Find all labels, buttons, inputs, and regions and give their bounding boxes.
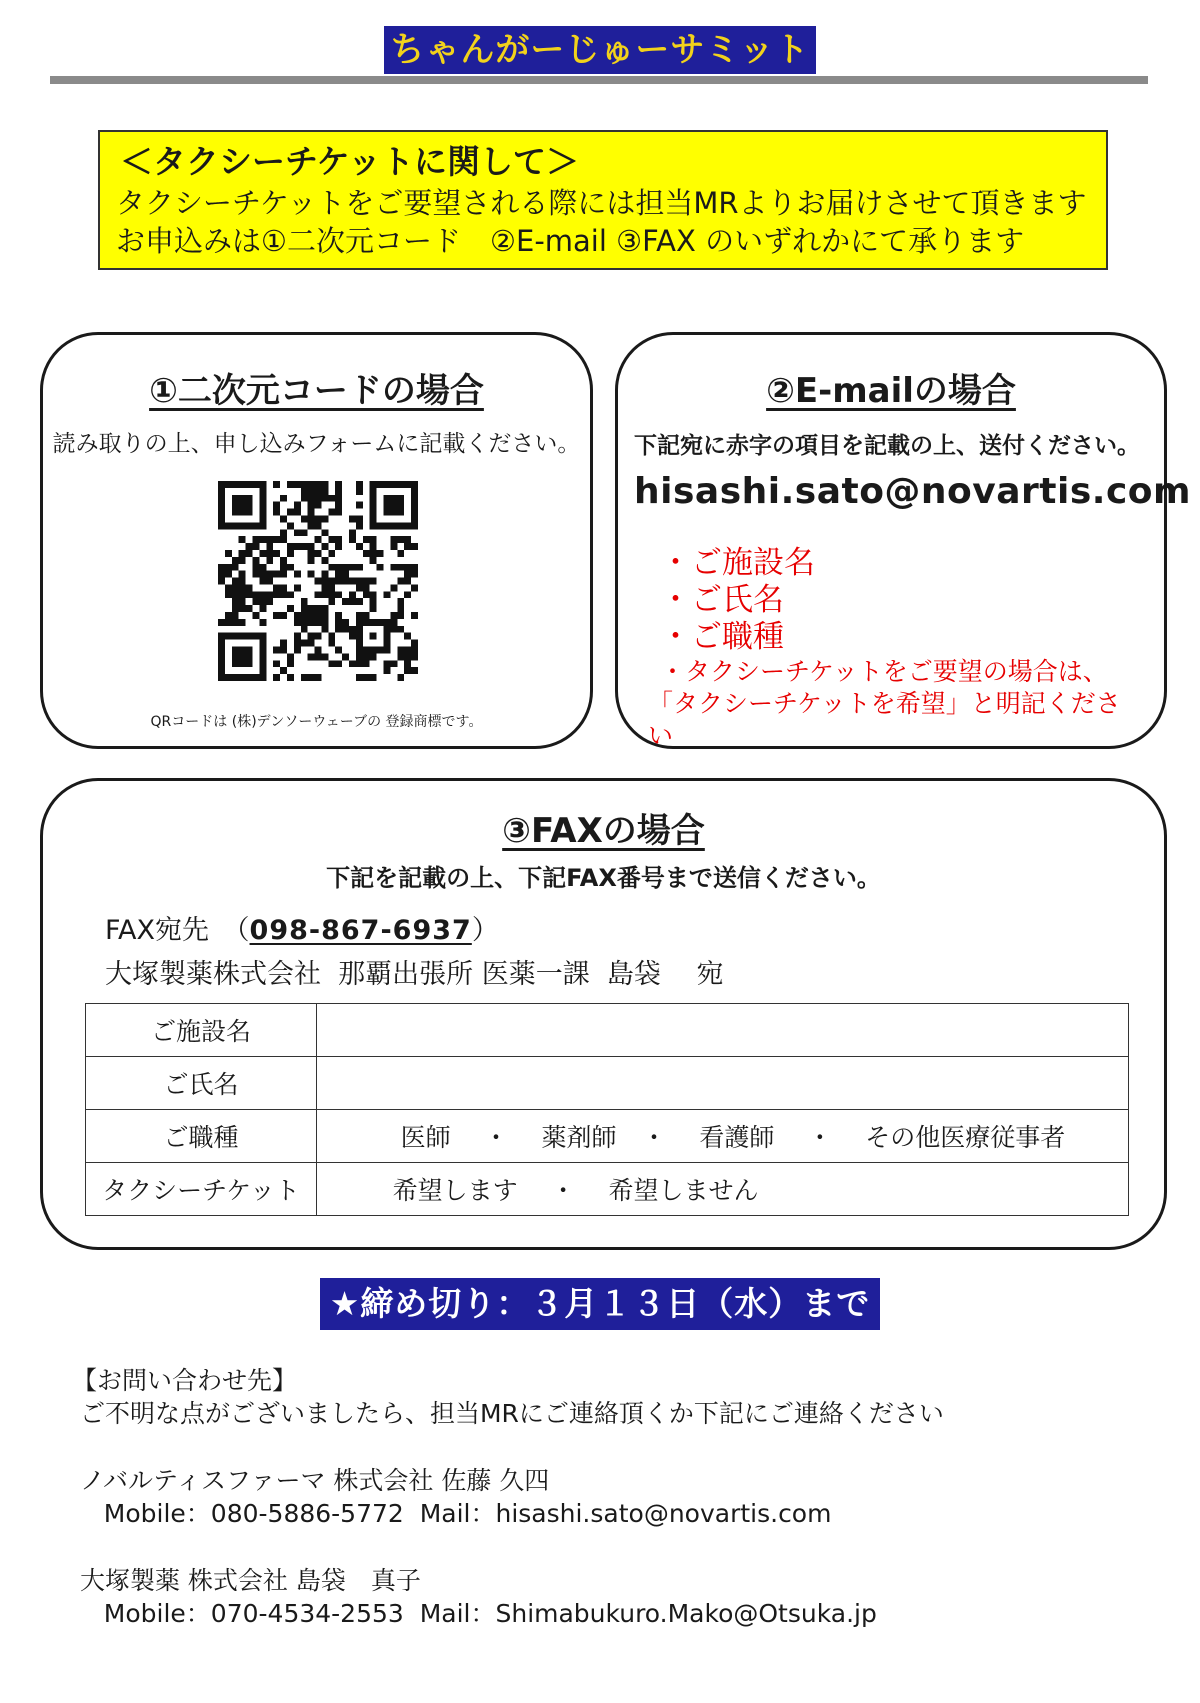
email-field-occupation: ・ご職種 [660,619,784,655]
notice-heading: ＜タクシーチケットに関して＞ [120,142,580,181]
header-divider [50,76,1148,84]
email-instruction: 下記宛に赤字の項目を記載の上、送付ください。 [634,433,1140,459]
notice-line-1: タクシーチケットをご要望される際には担当MRよりお届けさせて頂きます [116,186,1087,220]
spacer [72,1530,1152,1564]
email-required-fields [648,545,1140,752]
facility-label: ご施設名 [86,1004,317,1057]
email-panel-heading [618,369,1164,413]
qr-panel-heading [43,369,590,413]
table-row [86,1057,1129,1110]
spacer [72,1430,1152,1464]
email-taxi-note-1: ・タクシーチケットをご要望の場合は、 [660,657,1108,686]
deadline-container [0,1278,1200,1330]
email-address-link[interactable]: hisashi.sato@novartis.com [634,471,1192,512]
contact-person-2-name: 大塚製薬 株式会社 島袋 真子 [72,1566,421,1595]
email-field-facility: ・ご施設名 [660,545,815,581]
email-panel [615,332,1192,750]
qr-code-icon[interactable] [218,481,418,681]
occupation-options[interactable]: 医師 ・ 薬剤師 ・ 看護師 ・ その他医療従事者 [317,1110,1129,1163]
fax-form-table [85,1003,1129,1216]
name-label: ご氏名 [86,1057,317,1110]
taxi-ticket-label: タクシーチケット [86,1163,317,1216]
fax-destination [105,911,499,951]
fax-panel [40,778,1167,1250]
name-field[interactable] [317,1057,1129,1110]
contact-person-2-details: Mobile：070-4534-2553 Mail：Shimabukuro.Mako@Otsuka.jp [72,1599,877,1628]
table-row [86,1004,1129,1057]
notice-line-2: お申込みは①二次元コード ②E-mail ③FAX のいずれかにて承ります [116,224,1025,258]
fax-number[interactable]: 098-867-6937 [249,915,472,946]
email-taxi-note-2: 「タクシーチケットを希望」と明記ください [648,689,1121,750]
fax-addressee: 大塚製薬株式会社 那覇出張所 医薬一課 島袋 宛 [105,959,724,990]
qr-trademark-note: QRコードは (株)デンソーウェーブの 登録商標です。 [150,714,483,730]
fax-to-label: FAX宛先 （ [105,915,250,946]
qr-instruction: 読み取りの上、申し込みフォームに記載ください。 [52,431,581,457]
taxi-ticket-options[interactable]: 希望します ・ 希望しません [317,1163,1129,1216]
contact-person-1-details: Mobile：080-5886-5772 Mail：hisashi.sato@novartis.com [72,1499,832,1528]
fax-instruction: 下記を記載の上、下記FAX番号まで送信ください。 [326,864,881,892]
taxi-ticket-notice [98,130,1108,270]
contact-section [72,1364,1152,1630]
contact-heading: 【お問い合わせ先】 [72,1366,298,1395]
fax-panel-heading [43,809,1164,853]
email-field-name: ・ご氏名 [660,582,784,618]
table-row [86,1110,1129,1163]
qr-panel-heading-text: ①二次元コードの場合 [149,371,484,411]
deadline-banner: ★締め切り：３月１３日（水）まで [320,1278,881,1330]
fax-to-close: ） [471,915,499,946]
title-container [0,26,1200,74]
contact-person-1-name: ノバルティスファーマ 株式会社 佐藤 久四 [72,1466,550,1495]
contact-intro: ご不明な点がございましたら、担当MRにご連絡頂くか下記にご連絡ください [72,1399,944,1428]
facility-field[interactable] [317,1004,1129,1057]
qr-panel [40,332,593,749]
page-title: ちゃんがーじゅーサミット [384,26,815,74]
table-row [86,1163,1129,1216]
email-panel-heading-text: ②E-mailの場合 [766,371,1016,411]
occupation-label: ご職種 [86,1110,317,1163]
fax-panel-heading-text: ③FAXの場合 [502,811,705,851]
